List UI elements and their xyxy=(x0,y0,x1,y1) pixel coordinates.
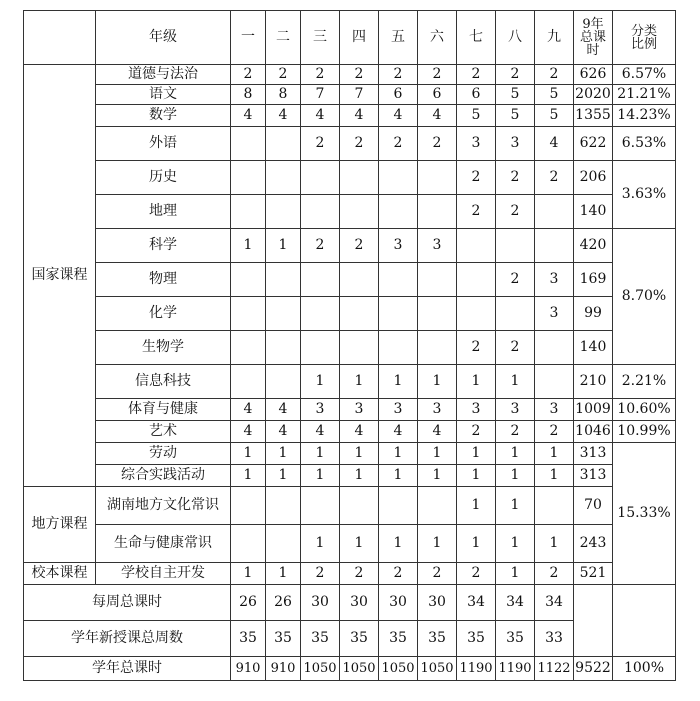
hours-cell xyxy=(379,195,418,229)
hours-cell: 7 xyxy=(301,85,340,105)
hours-cell: 1 xyxy=(266,563,301,585)
total-cell: 70 xyxy=(574,487,613,525)
weekly-cell: 30 xyxy=(418,585,457,621)
hours-cell xyxy=(340,263,379,297)
subject-name: 生物学 xyxy=(96,331,231,365)
total-cell: 626 xyxy=(574,65,613,85)
hours-cell: 2 xyxy=(340,65,379,85)
hours-cell: 5 xyxy=(457,105,496,127)
total-cell: 140 xyxy=(574,195,613,229)
hours-cell xyxy=(266,195,301,229)
weekly-cell: 34 xyxy=(496,585,535,621)
hours-cell: 2 xyxy=(535,161,574,195)
total-header-line-1: 9年 xyxy=(582,17,604,32)
corner-cell xyxy=(24,11,96,65)
subject-row xyxy=(24,105,676,127)
hours-cell xyxy=(301,487,340,525)
ratio-cell: 14.23% xyxy=(613,105,676,127)
hours-cell: 1 xyxy=(496,487,535,525)
hours-cell xyxy=(266,297,301,331)
hours-cell: 5 xyxy=(496,85,535,105)
yearly-cell: 1050 xyxy=(301,657,340,681)
yearly-cell: 910 xyxy=(266,657,301,681)
hours-cell: 2 xyxy=(457,563,496,585)
hours-cell xyxy=(231,127,266,161)
subject-name: 综合实践活动 xyxy=(96,465,231,487)
weeks-cell: 35 xyxy=(379,621,418,657)
weeks-cell: 35 xyxy=(418,621,457,657)
hours-cell: 2 xyxy=(457,65,496,85)
hours-cell: 4 xyxy=(301,421,340,443)
grade-6-header: 六 xyxy=(418,11,457,65)
weeks-cell: 35 xyxy=(496,621,535,657)
subject-row xyxy=(24,399,676,421)
hours-cell: 2 xyxy=(535,421,574,443)
subject-row xyxy=(24,161,676,195)
total-cell: 2020 xyxy=(574,85,613,105)
hours-cell xyxy=(457,263,496,297)
hours-cell: 1 xyxy=(379,465,418,487)
hours-cell xyxy=(301,263,340,297)
hours-cell: 1 xyxy=(301,525,340,563)
weeks-label: 学年新授课总周数 xyxy=(24,621,231,657)
hours-cell: 4 xyxy=(231,105,266,127)
subject-row xyxy=(24,297,676,331)
hours-cell: 2 xyxy=(340,563,379,585)
hours-cell: 6 xyxy=(379,85,418,105)
yearly-cell: 1050 xyxy=(340,657,379,681)
hours-cell: 1 xyxy=(457,487,496,525)
hours-cell xyxy=(379,161,418,195)
ratio-cell: 15.33% xyxy=(613,443,676,585)
yearly-total-row xyxy=(24,657,676,681)
total-cell: 1355 xyxy=(574,105,613,127)
hours-cell xyxy=(535,195,574,229)
subject-name: 劳动 xyxy=(96,443,231,465)
hours-cell: 2 xyxy=(496,65,535,85)
weeks-cell: 33 xyxy=(535,621,574,657)
hours-cell xyxy=(457,297,496,331)
subject-name: 物理 xyxy=(96,263,231,297)
nine-year-total-header xyxy=(574,11,613,65)
total-cell: 521 xyxy=(574,563,613,585)
hours-cell: 4 xyxy=(231,421,266,443)
grade-3-header: 三 xyxy=(301,11,340,65)
hours-cell: 2 xyxy=(496,263,535,297)
ratio-cell: 2.21% xyxy=(613,365,676,399)
subject-name: 外语 xyxy=(96,127,231,161)
hours-cell xyxy=(379,331,418,365)
hours-cell: 2 xyxy=(418,563,457,585)
subject-row xyxy=(24,127,676,161)
hours-cell xyxy=(231,525,266,563)
subject-name: 语文 xyxy=(96,85,231,105)
hours-cell xyxy=(457,229,496,263)
hours-cell xyxy=(418,487,457,525)
weekly-cell: 26 xyxy=(266,585,301,621)
total-cell: 1046 xyxy=(574,421,613,443)
hours-cell: 1 xyxy=(231,443,266,465)
total-cell: 206 xyxy=(574,161,613,195)
hours-cell: 2 xyxy=(379,65,418,85)
hours-cell xyxy=(266,161,301,195)
weekly-cell: 30 xyxy=(379,585,418,621)
hours-cell xyxy=(340,297,379,331)
hours-cell: 1 xyxy=(418,443,457,465)
hours-cell: 3 xyxy=(379,229,418,263)
hours-cell: 1 xyxy=(418,525,457,563)
grade-1-header: 一 xyxy=(231,11,266,65)
hours-cell: 2 xyxy=(496,331,535,365)
hours-cell: 1 xyxy=(266,229,301,263)
hours-cell: 2 xyxy=(301,229,340,263)
weeks-cell: 35 xyxy=(457,621,496,657)
hours-cell xyxy=(231,263,266,297)
subject-row xyxy=(24,563,676,585)
yearly-grand-total: 9522 xyxy=(574,657,613,681)
empty-ratio-cell xyxy=(613,585,676,657)
hours-cell: 2 xyxy=(457,331,496,365)
hours-cell: 2 xyxy=(379,127,418,161)
curriculum-hours-table xyxy=(23,10,676,681)
subject-name: 体育与健康 xyxy=(96,399,231,421)
hours-cell: 2 xyxy=(301,127,340,161)
hours-cell: 1 xyxy=(301,365,340,399)
hours-cell xyxy=(418,263,457,297)
hours-cell: 1 xyxy=(340,443,379,465)
hours-cell xyxy=(340,331,379,365)
weekly-cell: 30 xyxy=(340,585,379,621)
hours-cell: 7 xyxy=(340,85,379,105)
hours-cell: 2 xyxy=(379,563,418,585)
grade-4-header: 四 xyxy=(340,11,379,65)
ratio-header-line-1: 分类 xyxy=(630,23,657,39)
weekly-total-label: 每周总课时 xyxy=(24,585,231,621)
weeks-cell: 35 xyxy=(231,621,266,657)
weekly-cell: 34 xyxy=(457,585,496,621)
subject-name: 湖南地方文化常识 xyxy=(96,487,231,525)
total-header-line-3: 时 xyxy=(586,43,600,58)
hours-cell: 2 xyxy=(231,65,266,85)
subject-row xyxy=(24,85,676,105)
hours-cell: 1 xyxy=(301,465,340,487)
hours-cell: 4 xyxy=(266,421,301,443)
ratio-cell: 8.70% xyxy=(613,229,676,365)
hours-cell: 4 xyxy=(340,105,379,127)
hours-cell xyxy=(379,297,418,331)
subject-name: 化学 xyxy=(96,297,231,331)
hours-cell: 2 xyxy=(535,563,574,585)
grade-8-header: 八 xyxy=(496,11,535,65)
hours-cell: 1 xyxy=(457,443,496,465)
subject-row xyxy=(24,525,676,563)
hours-cell: 4 xyxy=(301,105,340,127)
weekly-total-row xyxy=(24,585,676,621)
hours-cell xyxy=(266,331,301,365)
hours-cell xyxy=(301,161,340,195)
hours-cell: 4 xyxy=(340,421,379,443)
hours-cell xyxy=(418,331,457,365)
hours-cell xyxy=(266,487,301,525)
hours-cell: 1 xyxy=(340,525,379,563)
ratio-header xyxy=(613,11,676,65)
hours-cell xyxy=(496,297,535,331)
grade-header: 年级 xyxy=(96,11,231,65)
hours-cell xyxy=(231,161,266,195)
hours-cell xyxy=(231,487,266,525)
hours-cell: 1 xyxy=(301,443,340,465)
hours-cell: 3 xyxy=(457,127,496,161)
hours-cell: 1 xyxy=(231,465,266,487)
hours-cell: 4 xyxy=(379,421,418,443)
hours-cell: 3 xyxy=(535,297,574,331)
subject-row xyxy=(24,229,676,263)
hours-cell: 2 xyxy=(496,195,535,229)
subject-row xyxy=(24,263,676,297)
ratio-cell: 10.99% xyxy=(613,421,676,443)
subject-row xyxy=(24,465,676,487)
subject-row xyxy=(24,443,676,465)
total-cell: 169 xyxy=(574,263,613,297)
hours-cell: 3 xyxy=(535,263,574,297)
hours-cell: 2 xyxy=(457,161,496,195)
yearly-cell: 1190 xyxy=(457,657,496,681)
total-header-line-2: 总课 xyxy=(579,30,606,45)
hours-cell: 2 xyxy=(457,421,496,443)
weekly-cell: 34 xyxy=(535,585,574,621)
weeks-cell: 35 xyxy=(301,621,340,657)
hours-cell: 1 xyxy=(379,443,418,465)
hours-cell xyxy=(231,195,266,229)
hours-cell: 3 xyxy=(418,399,457,421)
hours-cell: 1 xyxy=(496,465,535,487)
grade-2-header: 二 xyxy=(266,11,301,65)
hours-cell xyxy=(231,365,266,399)
hours-cell: 1 xyxy=(457,365,496,399)
hours-cell xyxy=(418,161,457,195)
subject-name: 学校自主开发 xyxy=(96,563,231,585)
subject-name: 艺术 xyxy=(96,421,231,443)
yearly-ratio: 100% xyxy=(613,657,676,681)
ratio-cell: 6.53% xyxy=(613,127,676,161)
hours-cell xyxy=(379,263,418,297)
hours-cell: 1 xyxy=(379,525,418,563)
yearly-cell: 1050 xyxy=(379,657,418,681)
hours-cell: 5 xyxy=(535,85,574,105)
hours-cell xyxy=(266,525,301,563)
hours-cell: 1 xyxy=(418,465,457,487)
hours-cell: 4 xyxy=(266,105,301,127)
ratio-cell: 6.57% xyxy=(613,65,676,85)
hours-cell xyxy=(301,195,340,229)
hours-cell: 4 xyxy=(535,127,574,161)
hours-cell: 1 xyxy=(496,563,535,585)
hours-cell xyxy=(418,297,457,331)
subject-name: 生命与健康常识 xyxy=(96,525,231,563)
hours-cell xyxy=(301,331,340,365)
hours-cell: 1 xyxy=(266,443,301,465)
weekly-cell: 26 xyxy=(231,585,266,621)
hours-cell: 2 xyxy=(301,65,340,85)
weeks-cell: 35 xyxy=(266,621,301,657)
subject-name: 历史 xyxy=(96,161,231,195)
yearly-total-label: 学年总课时 xyxy=(24,657,231,681)
subject-name: 科学 xyxy=(96,229,231,263)
hours-cell: 1 xyxy=(535,443,574,465)
subject-name: 地理 xyxy=(96,195,231,229)
hours-cell: 8 xyxy=(231,85,266,105)
hours-cell: 2 xyxy=(301,563,340,585)
hours-cell: 2 xyxy=(340,229,379,263)
hours-cell: 1 xyxy=(340,365,379,399)
category-school: 校本课程 xyxy=(24,563,96,585)
hours-cell: 2 xyxy=(266,65,301,85)
subject-row xyxy=(24,421,676,443)
hours-cell: 3 xyxy=(496,127,535,161)
hours-cell xyxy=(535,229,574,263)
hours-cell xyxy=(340,161,379,195)
empty-total-cell xyxy=(574,585,613,657)
subject-name: 道德与法治 xyxy=(96,65,231,85)
hours-cell: 2 xyxy=(496,421,535,443)
hours-cell xyxy=(535,365,574,399)
hours-cell: 1 xyxy=(535,465,574,487)
hours-cell: 3 xyxy=(379,399,418,421)
hours-cell: 4 xyxy=(231,399,266,421)
hours-cell: 1 xyxy=(496,525,535,563)
hours-cell: 3 xyxy=(301,399,340,421)
hours-cell: 1 xyxy=(496,365,535,399)
grade-5-header: 五 xyxy=(379,11,418,65)
subject-name: 信息科技 xyxy=(96,365,231,399)
hours-cell: 3 xyxy=(457,399,496,421)
hours-cell: 1 xyxy=(231,563,266,585)
weekly-cell: 30 xyxy=(301,585,340,621)
hours-cell: 1 xyxy=(496,443,535,465)
subject-name: 数学 xyxy=(96,105,231,127)
hours-cell xyxy=(496,229,535,263)
grade-7-header: 七 xyxy=(457,11,496,65)
hours-cell: 6 xyxy=(457,85,496,105)
hours-cell: 2 xyxy=(418,65,457,85)
hours-cell: 1 xyxy=(266,465,301,487)
hours-cell xyxy=(340,487,379,525)
hours-cell xyxy=(535,331,574,365)
subject-row xyxy=(24,195,676,229)
subject-row xyxy=(24,365,676,399)
total-cell: 140 xyxy=(574,331,613,365)
hours-cell: 2 xyxy=(457,195,496,229)
total-cell: 622 xyxy=(574,127,613,161)
hours-cell: 4 xyxy=(418,105,457,127)
hours-cell: 1 xyxy=(231,229,266,263)
hours-cell: 3 xyxy=(418,229,457,263)
category-local: 地方课程 xyxy=(24,487,96,563)
hours-cell xyxy=(266,127,301,161)
total-cell: 420 xyxy=(574,229,613,263)
hours-cell xyxy=(340,195,379,229)
hours-cell: 1 xyxy=(379,365,418,399)
hours-cell xyxy=(231,297,266,331)
ratio-header-line-2: 比例 xyxy=(630,36,657,52)
hours-cell: 8 xyxy=(266,85,301,105)
yearly-cell: 1190 xyxy=(496,657,535,681)
hours-cell xyxy=(266,365,301,399)
grade-9-header: 九 xyxy=(535,11,574,65)
hours-cell: 4 xyxy=(418,421,457,443)
hours-cell xyxy=(266,263,301,297)
hours-cell: 1 xyxy=(340,465,379,487)
total-cell: 313 xyxy=(574,465,613,487)
hours-cell: 1 xyxy=(457,465,496,487)
hours-cell: 4 xyxy=(379,105,418,127)
hours-cell xyxy=(231,331,266,365)
hours-cell xyxy=(418,195,457,229)
hours-cell xyxy=(301,297,340,331)
hours-cell: 3 xyxy=(535,399,574,421)
hours-cell: 1 xyxy=(418,365,457,399)
hours-cell: 2 xyxy=(535,65,574,85)
hours-cell xyxy=(379,487,418,525)
ratio-cell: 21.21% xyxy=(613,85,676,105)
hours-cell: 3 xyxy=(340,399,379,421)
hours-cell: 2 xyxy=(418,127,457,161)
subject-row xyxy=(24,65,676,85)
total-cell: 1009 xyxy=(574,399,613,421)
hours-cell: 5 xyxy=(496,105,535,127)
ratio-cell: 10.60% xyxy=(613,399,676,421)
hours-cell: 6 xyxy=(418,85,457,105)
hours-cell: 3 xyxy=(496,399,535,421)
ratio-cell: 3.63% xyxy=(613,161,676,229)
yearly-cell: 1050 xyxy=(418,657,457,681)
hours-cell: 4 xyxy=(266,399,301,421)
total-cell: 99 xyxy=(574,297,613,331)
hours-cell: 1 xyxy=(535,525,574,563)
total-cell: 210 xyxy=(574,365,613,399)
hours-cell: 1 xyxy=(457,525,496,563)
total-cell: 243 xyxy=(574,525,613,563)
subject-row xyxy=(24,331,676,365)
hours-cell xyxy=(535,487,574,525)
header-row xyxy=(24,11,676,65)
weeks-cell: 35 xyxy=(340,621,379,657)
hours-cell: 2 xyxy=(496,161,535,195)
category-national: 国家课程 xyxy=(24,65,96,487)
subject-row xyxy=(24,487,676,525)
hours-cell: 2 xyxy=(340,127,379,161)
total-cell: 313 xyxy=(574,443,613,465)
yearly-cell: 1122 xyxy=(535,657,574,681)
yearly-cell: 910 xyxy=(231,657,266,681)
hours-cell: 5 xyxy=(535,105,574,127)
